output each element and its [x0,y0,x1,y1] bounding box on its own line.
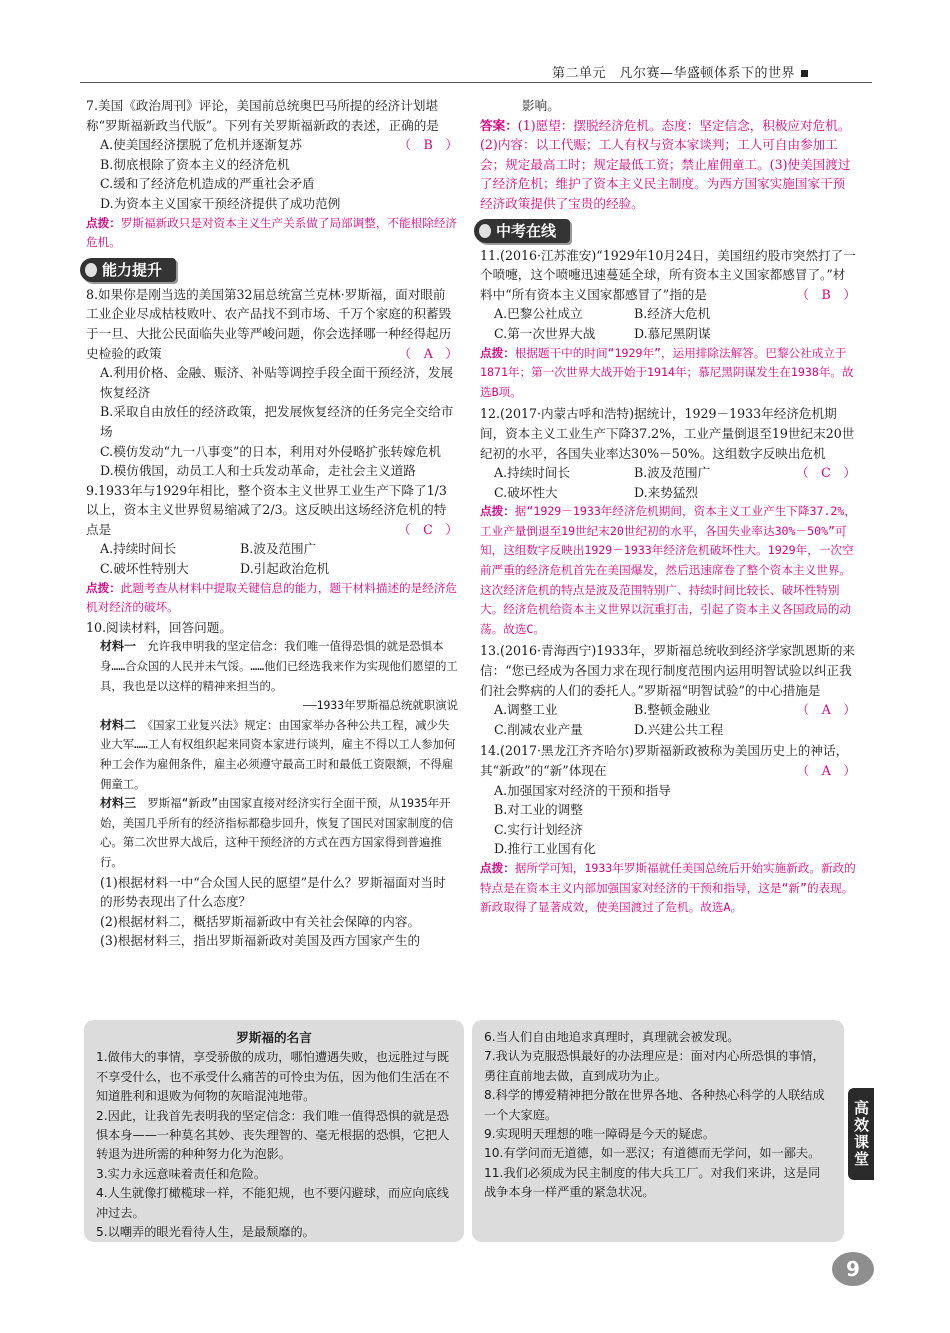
q13-option-c: C.削减农业产量 [494,721,583,737]
material-3-text: 罗斯福“新政”由国家直接对经济实行全面干预，从1935年开始，美国几乎所有的经济指标都稳步回升，恢复了国民对国家制度的信心。第二次世界大战后，这种干预经济的方式在西方国家得到普遍推行。 [100,796,454,869]
q14-tip-text: 据所学可知，1933年罗斯福就任美国总统后开始实施新政。新政的特点是在资本主义内部加强国家对经济的干预和指导，这是“新”的表现。新政取得了显著成效，使美国渡过了危机。故选A。 [480,860,856,915]
q9-tip-text: 此题考查从材料中提取关键信息的能力，题干材料描述的是经济危机对经济的破坏。 [86,580,458,615]
q11-options-row-2 [480,324,856,344]
quote-5: 5.以嘲弄的眼光看待人生，是最颓靡的。 [96,1225,315,1240]
answer-label: 答案： [480,117,518,133]
section-banner-ability: 能力提升 [80,258,176,282]
material-1 [86,637,458,696]
quote-1: 1.做伟大的事情，享受骄傲的成功，哪怕遭遇失败，也远胜过与既不享受什么，也不承受什么痛苦的可怜虫为伍，因为他们生活在不知道胜利和退败为何物的灰暗混沌地带。 [96,1050,450,1104]
q10-continuation: 影响。 [522,98,560,113]
material-3-label: 材料三 [100,796,137,811]
q11-tip-text: 根据题干中的时间“1929年”，运用排除法解答。巴黎公社成立于1871年；第一次世界大战开始于1914年；慕尼黑阴谋发生在1938年。故选B项。 [480,345,854,399]
material-1-label: 材料一 [100,639,137,654]
q10-text: 10.阅读材料，回答问题。 [86,619,232,635]
q9-options-row-2 [86,559,458,579]
q11-text: 11.(2016·江苏淮安)“1929年10月24日，美国纽约股市突然打了一个喷嚏，这个喷嚏迅速蔓延全球，所有资本主义国家都感冒了。”材料中“所有资本主义国家都感冒了”指的是 [480,247,856,302]
q8-text: 8.如果你是刚当选的美国第32届总统富兰克林·罗斯福，面对眼前工业企业尽成枯枝败叶、农产品找不到市场、千万个家庭的积蓄毁于一旦、大批公民面临失业等严峻问题，你会选择哪一种经得起历史检验的政策 [86,286,452,361]
q13-options-row-2 [480,720,856,740]
q12-option-b: B.波及范围广 [634,465,711,481]
q14-answer: （ A ） [796,763,856,778]
q7-answer: （ B ） [398,137,458,153]
q10-sub-3: (3)根据材料三，指出罗斯福新政对美国及西方国家产生的 [100,933,421,949]
quote-7: 7.我认为克服恐惧最好的办法理应是：面对内心所恐惧的事情，勇往直前地去做，直到成功为止。 [484,1049,825,1083]
q9-option-b: B.波及范围广 [240,541,317,557]
q10-answer [480,116,856,214]
material-2-text: 《国家工业复兴法》规定：由国家举办各种公共工程，减少失业大军……工人有权组织起来同资本家进行谈判，雇主不得以工人参加何种工会作为雇佣条件，雇主必须遵守最高工时和最低工资限额，不得雇佣童工。 [100,717,456,791]
q7-tip-text: 罗斯福新政只是对资本主义生产关系做了局部调整，不能根除经济危机。 [86,215,458,250]
question-14 [480,741,856,917]
q14-option-c: C.实行计划经济 [494,821,583,837]
header-rule [80,82,872,83]
q7-option-a: A.使美国经济摆脱了危机并逐渐复苏 [100,137,303,153]
question-7 [86,96,458,253]
running-header [552,62,808,81]
q11-options-row-1 [480,304,856,324]
q9-option-a: A.持续时间长 [100,541,177,557]
material-2-label: 材料二 [100,717,137,732]
quote-3: 3.实力永远意味着责任和危险。 [96,1166,267,1181]
q11-option-c: C.第一次世界大战 [494,325,596,341]
quote-6: 6.当人们自由地追求真理时，真理就会被发现。 [484,1030,740,1044]
running-title: 第二单元 凡尔赛—华盛顿体系下的世界 [552,66,796,81]
tip-label: 点拨： [86,580,121,595]
q8-option-c: C.模仿发动“九一八事变”的日本，利用对外侵略扩张转嫁危机 [100,443,441,459]
q12-answer: （ C ） [795,465,856,481]
q11-option-a: A.巴黎公社成立 [494,306,583,322]
question-10 [86,618,458,951]
tip-label: 点拨： [86,215,121,230]
question-9 [86,481,458,618]
quote-8: 8.科学的博爱精神把分散在世界各地、各种热心科学的人联结成一个大家庭。 [484,1088,825,1122]
q12-text: 12.(2017·内蒙古呼和浩特)据统计，1929－1933年经济危机期间，资本主义工业生产下降37.2%，工业产量倒退至19世纪末20世纪初的水平，各国失业率达30%－50%。这组数字反映出危机 [480,406,855,461]
quotes-box-right [472,1020,844,1242]
question-13 [480,641,856,739]
q12-option-c: C.破坏性大 [494,484,558,500]
q11-option-d: D.慕尼黑阴谋 [634,325,711,341]
material-2 [86,716,458,794]
page-number: 9 [832,1252,874,1286]
q12-tip-text: 据“1929－1933年经济危机期间，资本主义工业产生下降37.2%，工业产量倒退至19世纪末20世纪初的水平，各国失业率达30%－50%”可知，这组数字反映出1929－1933年经济危机破坏性大。1929年，一次空前严重的经济危机首先在美国爆发，然后迅速席卷了整个资本主义世界。这次经济危机的特点是波及范围特别广、持续时间比较长、破坏性特别大。经济危机给资本主义世界以沉重打击，引起了资本主义各国政局的动荡。故选C。 [480,504,856,636]
q9-answer: （ C ） [397,521,458,537]
quote-10: 10.有学问而无道德，如一恶汉；有道德而无学问，如一鄙夫。 [484,1146,821,1161]
q7-option-d: D.为资本主义国家干预经济提供了成功范例 [100,195,341,211]
q7-option-c: C.缓和了经济危机造成的严重社会矛盾 [100,176,315,192]
question-10-continued [480,96,856,214]
q14-option-d: D.推行工业国有化 [494,841,596,857]
right-column [480,96,856,918]
q9-option-c: C.破坏性特别大 [100,561,189,577]
material-3 [86,794,458,872]
q7-option-b: B.彻底根除了资本主义的经济危机 [100,156,290,172]
q13-option-d: D.兴建公共工程 [634,721,724,737]
q9-tip [86,579,458,618]
q12-option-a: A.持续时间长 [494,465,571,481]
q10-answer-text: (1)愿望：摆脱经济危机。态度：坚定信念，积极应对危机。(2)内容：以工代赈；工人有权与资本家谈判；工人可自由参加工会；规定最高工时；规定最低工资；禁止雇佣童工。(3)使美国渡过了经济危机；维护了资本主义民主制度。为西方国家实施国家干预经济政策提供了宝贵的经验。 [480,117,851,211]
q10-sub-2: (2)根据材料二，概括罗斯福新政中有关社会保障的内容。 [100,913,421,929]
quotes-box-left [84,1020,464,1242]
q9-options-row-1 [86,539,458,559]
quote-11: 11.我们必须成为民主制度的伟大兵工厂。对我们来讲，这是同战争本身一样严重的紧急状况。 [484,1165,821,1200]
q13-answer: （ A ） [796,702,856,718]
q13-option-a: A.调整工业 [494,702,558,718]
tip-label: 点拨： [480,345,515,360]
q12-options-row-1 [480,463,796,483]
q11-tip [480,344,856,403]
quote-4: 4.人生就像打橄榄球一样，不能犯规，也不要闪避球，而应向底线冲过去。 [96,1186,449,1220]
q11-answer: （ B ） [796,286,856,302]
side-tab-label: 高效课堂 [848,1088,874,1180]
section-banner-exam: 中考在线 [474,219,570,243]
q12-tip [480,502,856,639]
q13-options-row-1 [480,700,797,720]
q7-text: 7.美国《政治周刊》评论，美国前总统奥巴马所提的经济计划堪称“罗斯福新政当代版”。下列有关罗斯福新政的表述，正确的是 [86,98,439,133]
quote-2: 2.因此，让我首先表明我的坚定信念：我们唯一值得恐惧的就是恐惧本身——一种莫名其妙、丧失理智的、毫无根据的恐惧，它把人转退为进所需的种种努力化为泡影。 [96,1108,450,1162]
tip-label: 点拨： [480,504,515,519]
material-1-source: ——1933年罗斯福总统就职演说 [302,698,458,713]
quotes-title: 罗斯福的名言 [236,1030,312,1045]
q12-option-d: D.来势猛烈 [634,484,699,500]
material-1-text: 允许我申明我的坚定信念：我们唯一值得恐惧的就是恐惧本身……合众国的人民并未气馁。……他们已经选我来作为实现他们愿望的工具，我也是以这样的精神来担当的。 [100,639,458,693]
q12-options-row-2 [480,483,856,503]
q11-option-b: B.经济大危机 [634,306,711,322]
q13-text: 13.(2016·青海西宁)1933年，罗斯福总统收到经济学家凯恩斯的来信：“您已经成为各国力求在现行制度范围内运用明智试验以纠正我们社会弊病的人们的委托人。”罗斯福“明智试验”的中心措施是 [480,643,856,698]
question-12 [480,404,856,639]
q13-option-b: B.整顿金融业 [634,702,711,718]
square-icon [801,70,808,77]
question-11 [480,246,856,403]
left-column [86,96,458,951]
q14-tip [480,859,856,918]
q14-text: 14.(2017·黑龙江齐齐哈尔)罗斯福新政被称为美国历史上的神话，其“新政”的“新”体现在 [480,743,849,778]
q10-sub-1: (1)根据材料一中“合众国人民的愿望”是什么？罗斯福面对当时的形势表现出了什么态度？ [100,874,446,910]
tip-label: 点拨： [480,860,515,875]
q8-option-b: B.采取自由放任的经济政策，把发展恢复经济的任务完全交给市场 [100,404,454,439]
q9-text: 9.1933年与1929年相比，整个资本主义世界工业生产下降了1/3以上，资本主义世界贸易缩减了2/3。这反映出这场经济危机的特点是 [86,482,447,537]
q8-answer: （ A ） [398,345,458,361]
q14-option-b: B.对工业的调整 [494,802,583,818]
q8-option-a: A.利用价格、金融、赈济、补贴等调控手段全面干预经济，发展恢复经济 [100,365,454,400]
q14-option-a: A.加强国家对经济的干预和指导 [494,782,671,798]
quote-9: 9.实现明天理想的唯一障碍是今天的疑虑。 [484,1127,716,1142]
q7-tip [86,214,458,253]
question-8 [86,285,458,481]
q9-option-d: D.引起政治危机 [240,561,330,577]
q8-option-d: D.模仿俄国，动员工人和士兵发动革命，走社会主义道路 [100,463,416,479]
